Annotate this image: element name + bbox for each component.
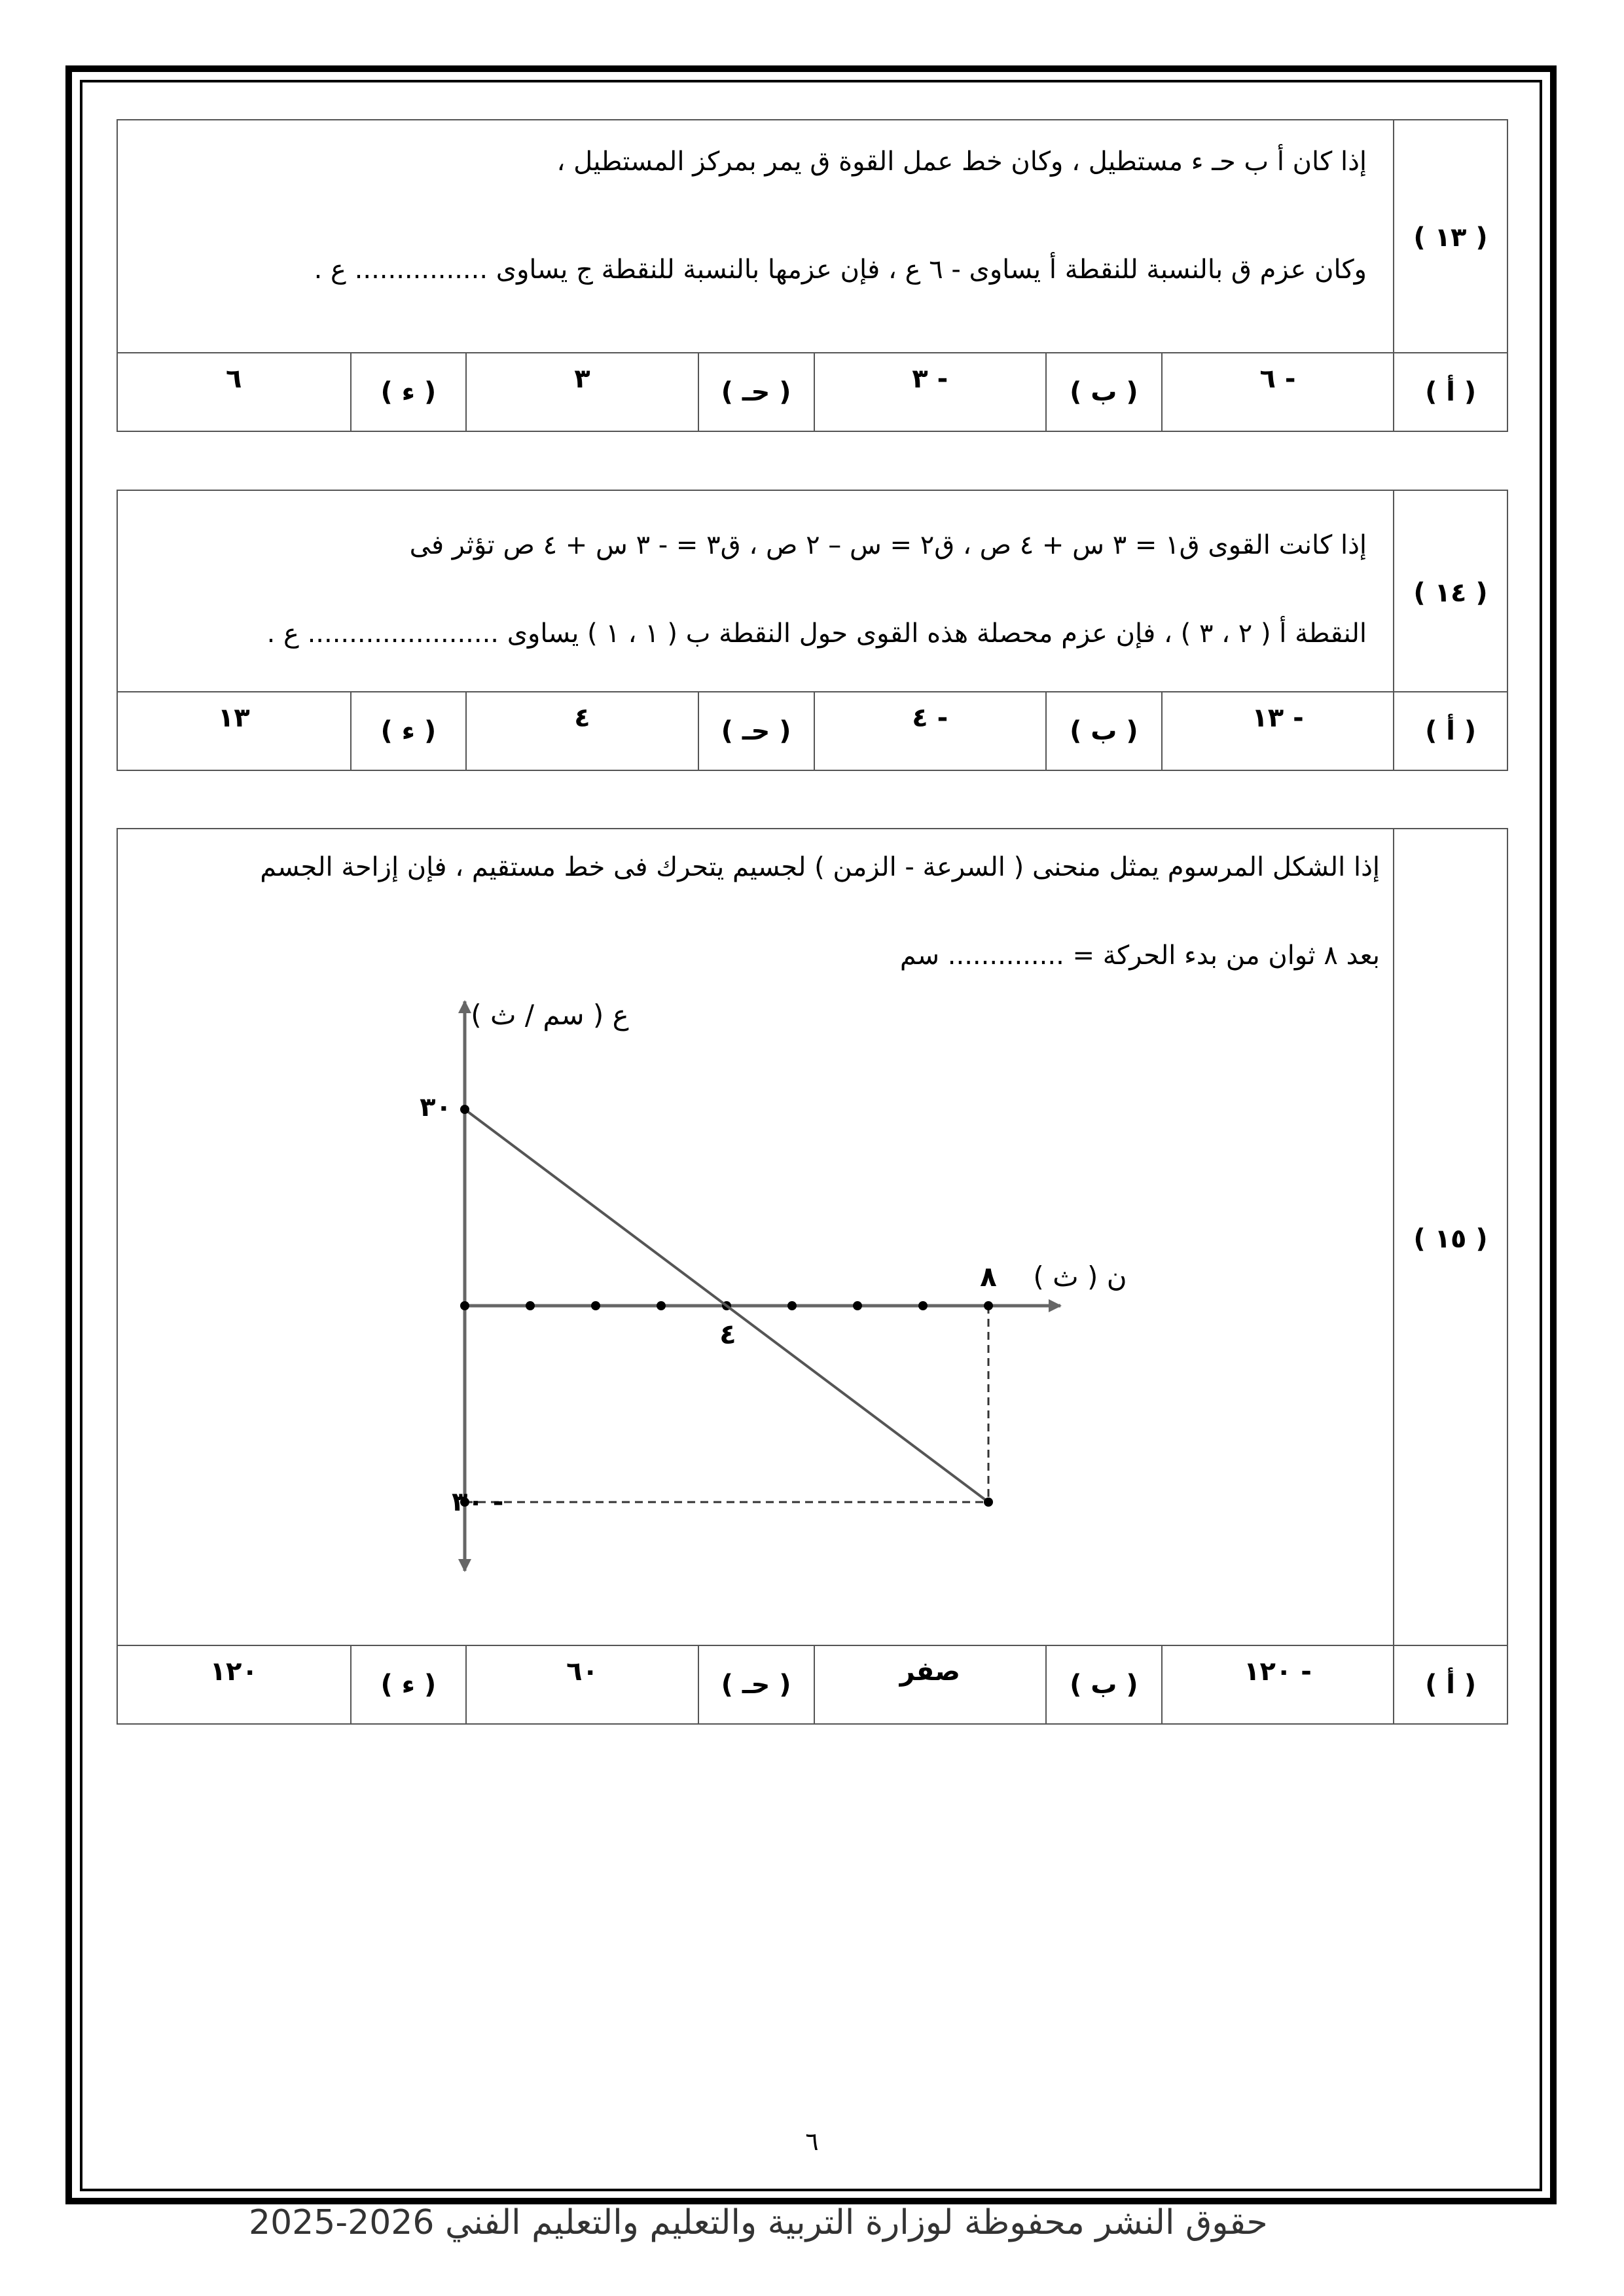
options-row — [118, 352, 1507, 431]
question-number: ( ١٥ ) — [1393, 829, 1507, 1649]
x-mid-tick-label: ٤ — [719, 1318, 736, 1350]
option-a-label[interactable]: ( أ ) — [1393, 692, 1507, 770]
x-tick-7 — [918, 1301, 928, 1310]
x-tick-8 — [984, 1301, 993, 1310]
option-a-value[interactable]: - ١٣ — [1161, 692, 1394, 770]
x-end-tick-label: ٨ — [980, 1261, 997, 1293]
question-line-1: إذا كان أ ب حـ ء مستطيل ، وكان خط عمل القوة ق يمر بمركز المستطيل ، — [556, 147, 1367, 177]
options-row — [118, 1645, 1507, 1723]
question-line-1: إذا الشكل المرسوم يمثل منحنى ( السرعة - الزمن ) لجسيم يتحرك فى خط مستقيم ، فإن إزاحة الجسم — [260, 852, 1380, 882]
question-13 — [117, 119, 1508, 432]
x-tick-6 — [853, 1301, 862, 1310]
question-line-2: النقطة أ ( ٢ ، ٣ ) ، فإن عزم محصلة هذه القوى حول النقطة ب ( ١ ، ١ ) يساوى ....................... ع . — [266, 619, 1367, 649]
copyright-footer: حقوق النشر محفوظة لوزارة التربية والتعليم والتعليم الفني 2026-2025 — [249, 2203, 1268, 2242]
question-14 — [117, 490, 1508, 771]
question-text — [118, 491, 1393, 695]
x-axis-label: ن ( ث ) — [1033, 1261, 1127, 1293]
option-a-label[interactable]: ( أ ) — [1393, 1646, 1507, 1723]
option-c-value[interactable]: ٤ — [465, 692, 698, 770]
x-tick-1 — [526, 1301, 535, 1310]
question-text — [118, 120, 1393, 355]
x-tick-2 — [591, 1301, 600, 1310]
option-c-label[interactable]: ( حـ ) — [698, 1646, 814, 1723]
option-b-value[interactable]: - ٣ — [814, 353, 1046, 431]
x-tick-5 — [787, 1301, 797, 1310]
option-d-value[interactable]: ١٢٠ — [209, 1657, 258, 1687]
velocity-time-graph — [360, 982, 1146, 1584]
option-a-value[interactable]: - ١٢٠ — [1161, 1646, 1394, 1723]
option-a-label[interactable]: ( أ ) — [1393, 353, 1507, 431]
question-line-1: إذا كانت القوى ق١ = ٣ س + ٤ ص ، ق٢ = س – ٢ ص ، ق٣ = - ٣ س + ٤ ص تؤثر فى — [409, 530, 1367, 560]
y-bottom-tick-label: - ٣٠ — [452, 1487, 504, 1517]
option-b-label[interactable]: ( ب ) — [1045, 353, 1161, 431]
y-axis-label: ع ( سم / ث ) — [471, 999, 629, 1031]
origin-point — [460, 1301, 469, 1310]
option-b-label[interactable]: ( ب ) — [1045, 1646, 1161, 1723]
option-c-value[interactable]: ٣ — [465, 353, 698, 431]
option-d-value[interactable]: ١٣ — [217, 703, 250, 733]
options-row — [118, 691, 1507, 770]
option-d-value[interactable]: ٦ — [226, 364, 242, 394]
option-b-value[interactable]: صفر — [814, 1646, 1046, 1723]
option-c-value[interactable]: ٦٠ — [465, 1646, 698, 1723]
question-line-2: وكان عزم ق بالنسبة للنقطة أ يساوى - ٦ ع ، فإن عزمها بالنسبة للنقطة ج يساوى ................ ع . — [314, 255, 1367, 285]
option-b-value[interactable]: - ٤ — [814, 692, 1046, 770]
option-d-label[interactable]: ( ء ) — [350, 1646, 466, 1723]
question-number: ( ١٤ ) — [1393, 491, 1507, 695]
y-top-tick-label: ٣٠ — [420, 1092, 452, 1122]
option-c-label[interactable]: ( حـ ) — [698, 353, 814, 431]
x-tick-3 — [657, 1301, 666, 1310]
option-a-value[interactable]: - ٦ — [1161, 353, 1394, 431]
question-line-2: بعد ٨ ثوان من بدء الحركة = .............. سم — [899, 941, 1380, 971]
question-number: ( ١٣ ) — [1393, 120, 1507, 355]
option-c-label[interactable]: ( حـ ) — [698, 692, 814, 770]
option-d-label[interactable]: ( ء ) — [350, 353, 466, 431]
option-d-label[interactable]: ( ء ) — [350, 692, 466, 770]
page-number: ٦ — [805, 2127, 819, 2156]
option-b-label[interactable]: ( ب ) — [1045, 692, 1161, 770]
start-point — [460, 1105, 469, 1114]
end-point — [984, 1498, 993, 1507]
